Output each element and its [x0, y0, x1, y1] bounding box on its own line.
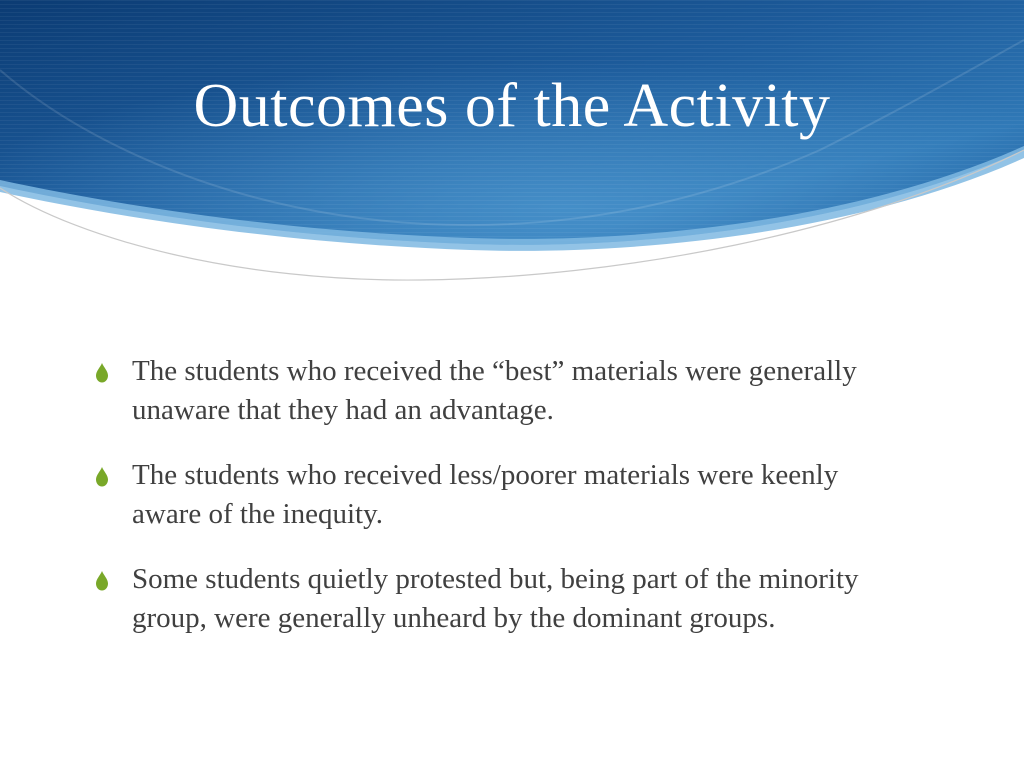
bullet-text: Some students quietly protested but, being part of the minority group, were generally unheard by the dominant groups. [132, 563, 859, 634]
bullet-list [94, 352, 914, 664]
list-item [94, 560, 914, 638]
bullet-text: The students who received less/poorer materials were keenly aware of the inequity. [132, 459, 839, 530]
droplet-icon [94, 467, 110, 487]
list-item [94, 352, 914, 430]
header-banner [0, 0, 1024, 300]
bullet-text: The students who received the “best” materials were generally unaware that they had an advantage. [132, 355, 857, 426]
droplet-icon [94, 363, 110, 383]
slide-title: Outcomes of the Activity [193, 72, 831, 140]
list-item [94, 456, 914, 534]
droplet-icon [94, 571, 110, 591]
